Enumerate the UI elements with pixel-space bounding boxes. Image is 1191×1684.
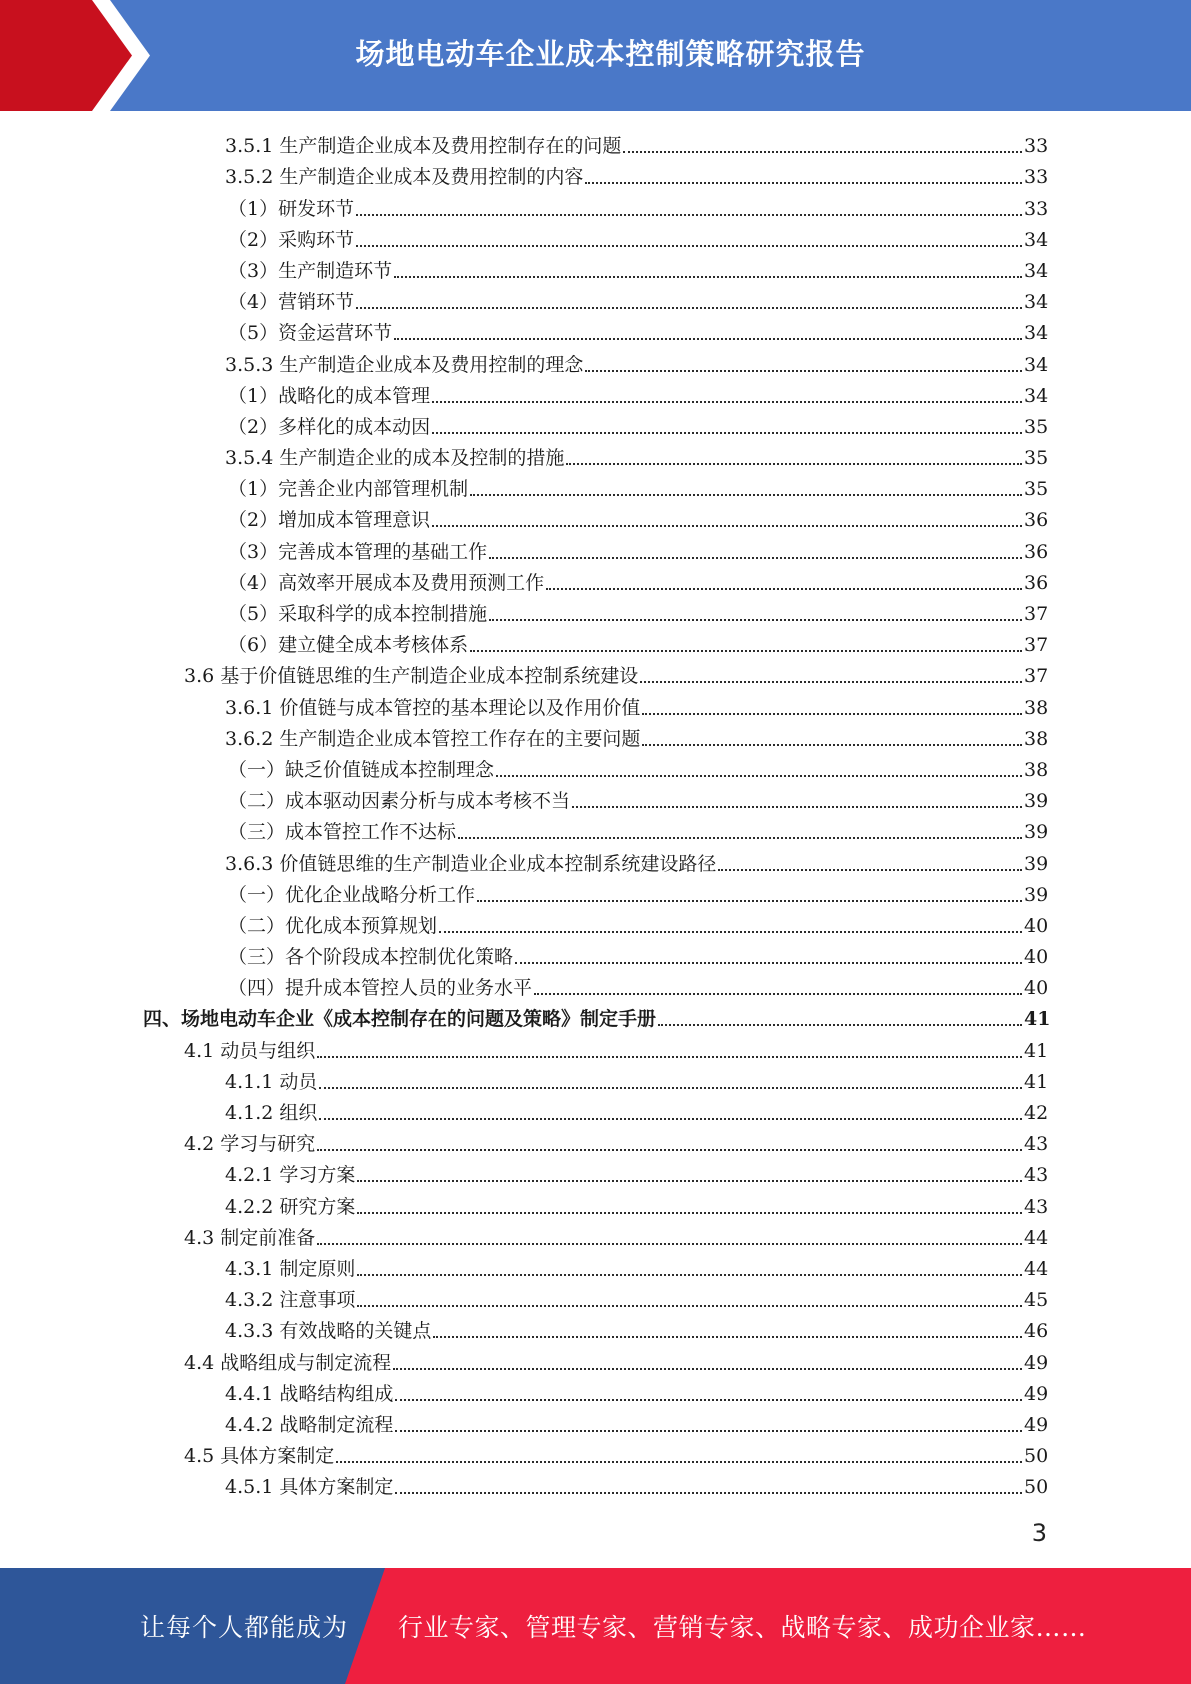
toc-entry[interactable] [0,876,1191,907]
toc-entry-label: （1）完善企业内部管理机制 [228,478,469,501]
toc-entry-label: （三）成本管控工作不达标 [228,821,457,844]
toc-entry-label: 4.4.2 战略制定流程 [225,1413,394,1436]
toc-entry-page: 36 [1024,571,1049,594]
toc-entry[interactable] [0,938,1191,969]
toc-entry-label: （6）建立健全成本考核体系 [228,634,469,657]
toc-entry-page: 39 [1024,790,1049,813]
toc-entry[interactable] [0,345,1191,376]
toc-dot-leader [357,1212,1022,1214]
toc-entry[interactable] [0,283,1191,314]
toc-dot-leader [394,338,1022,340]
toc-entry-page: 44 [1024,1257,1049,1280]
toc-entry[interactable] [0,1406,1191,1437]
toc-entry-label: 3.5.3 生产制造企业成本及费用控制的理念 [225,353,584,376]
toc-entry-label: 4.3 制定前准备 [184,1226,316,1249]
toc-entry-page: 33 [1024,197,1049,220]
toc-dot-leader [395,1399,1022,1401]
toc-dot-leader [356,245,1022,247]
toc-dot-leader [496,775,1022,777]
toc-entry-label: （1）研发环节 [228,197,355,220]
toc-entry-label: （1）战略化的成本管理 [228,384,431,407]
toc-entry[interactable] [0,1312,1191,1343]
toc-entry[interactable] [0,1063,1191,1094]
toc-entry-label: 3.6.1 价值链与成本管控的基本理论以及作用价值 [225,696,641,719]
toc-entry[interactable] [0,782,1191,813]
toc-entry-label: 3.6.2 生产制造企业成本管控工作存在的主要问题 [225,727,641,750]
toc-entry-label: （一）缺乏价值链成本控制理念 [228,758,495,781]
toc-entry[interactable] [0,501,1191,532]
toc-entry-label: （5）采取科学的成本控制措施 [228,603,488,625]
toc-dot-leader [433,1336,1022,1338]
toc-entry-label: 4.5 具体方案制定 [184,1445,335,1468]
toc-entry-label: 3.5.1 生产制造企业成本及费用控制存在的问题 [225,135,622,158]
toc-entry[interactable] [0,1219,1191,1250]
footer-slogan-right: 行业专家、管理专家、营销专家、战略专家、成功企业家…… [398,1613,1087,1642]
toc-dot-leader [319,1118,1022,1120]
toc-entry-page: 49 [1024,1413,1049,1436]
toc-entry-label: 4.1.2 组织 [225,1102,318,1124]
toc-dot-leader [393,1368,1022,1370]
toc-entry-label: （一）优化企业战略分析工作 [228,883,476,906]
toc-entry-page: 38 [1024,758,1049,781]
toc-entry-page: 41 [1024,1008,1051,1031]
toc-entry-page: 34 [1024,353,1049,376]
toc-entry[interactable] [0,1250,1191,1281]
toc-entry-label: （3）生产制造环节 [228,259,393,282]
toc-entry[interactable] [0,127,1191,158]
toc-entry-page: 33 [1024,135,1049,158]
toc-entry[interactable] [0,252,1191,283]
toc-entry[interactable] [0,1000,1191,1031]
toc-entry[interactable] [0,439,1191,470]
toc-entry-page: 36 [1024,540,1049,563]
toc-dot-leader [470,494,1022,496]
toc-entry-page: 40 [1024,914,1049,937]
toc-entry-page: 33 [1024,166,1049,189]
toc-dot-leader [356,214,1022,216]
page-number: 3 [1031,1519,1047,1547]
toc-entry-label: （5）资金运营环节 [228,322,393,345]
toc-entry-page: 43 [1024,1195,1049,1218]
toc-entry-page: 35 [1024,447,1049,470]
toc-entry-label: （四）提升成本管控人员的业务水平 [228,977,533,1000]
toc-entry[interactable] [0,221,1191,252]
toc-entry-page: 43 [1024,1133,1049,1156]
toc-entry-label: （二）成本驱动因素分析与成本考核不当 [228,790,571,813]
footer-slogan-left: 让每个人都能成为 [140,1613,349,1642]
toc-dot-leader [572,806,1022,808]
toc-entry[interactable] [0,564,1191,595]
toc-entry-label: （三）各个阶段成本控制优化策略 [228,946,514,969]
toc-dot-leader [642,744,1022,746]
toc-entry[interactable] [0,1281,1191,1312]
toc-dot-leader [534,993,1022,995]
toc-entry-label: 3.6.3 价值链思维的生产制造业企业成本控制系统建设路径 [225,852,717,875]
toc-dot-leader [356,307,1022,309]
toc-entry-page: 46 [1024,1320,1049,1343]
toc-entry[interactable] [0,532,1191,563]
toc-entry-page: 49 [1024,1351,1049,1374]
toc-entry-label: 4.2.2 研究方案 [225,1195,356,1218]
toc-dot-leader [489,557,1022,559]
toc-dot-leader [640,681,1022,683]
toc-entry-label: 4.3.3 有效战略的关键点 [225,1320,432,1343]
page-footer [0,1568,1191,1684]
toc-entry-label: 3.5.4 生产制造企业的成本及控制的措施 [225,447,565,470]
toc-entry-label: 4.2 学习与研究 [184,1133,316,1156]
toc-entry-page: 38 [1024,696,1049,719]
toc-dot-leader [515,962,1022,964]
toc-entry-page: 39 [1024,883,1049,906]
toc-entry-page: 37 [1024,634,1049,657]
toc-entry-label: 四、场地电动车企业《成本控制存在的问题及策略》制定手册 [143,1008,657,1031]
toc-dot-leader [317,1056,1022,1058]
toc-entry-page: 37 [1024,603,1049,625]
toc-entry-page: 34 [1024,384,1049,407]
toc-entry[interactable] [0,844,1191,875]
toc-entry-label: 4.1.1 动员 [225,1070,318,1093]
toc-entry[interactable] [0,470,1191,501]
toc-entry-page: 40 [1024,946,1049,969]
toc-entry-page: 49 [1024,1382,1049,1405]
toc-entry-label: （2）多样化的成本动因 [228,415,431,438]
toc-entry[interactable] [0,1375,1191,1406]
toc-entry-page: 35 [1024,478,1049,501]
toc-dot-leader [336,1461,1022,1463]
toc-entry[interactable] [0,907,1191,938]
toc-entry[interactable] [0,1187,1191,1218]
toc-entry-label: （2）增加成本管理意识 [228,509,431,532]
toc-dot-leader [585,182,1022,184]
toc-entry[interactable] [0,1437,1191,1468]
toc-entry-page: 36 [1024,509,1049,532]
toc-entry[interactable] [0,1125,1191,1156]
toc-entry-label: 4.4 战略组成与制定流程 [184,1351,392,1374]
toc-entry-page: 45 [1024,1289,1049,1312]
toc-dot-leader [319,1087,1022,1089]
toc-entry[interactable] [0,408,1191,439]
toc-dot-leader [432,525,1022,527]
toc-dot-leader [394,276,1022,278]
toc-dot-leader [623,151,1022,153]
toc-entry[interactable] [0,813,1191,844]
toc-entry-label: （4）高效率开展成本及费用预测工作 [228,571,545,594]
toc-entry-page: 41 [1024,1070,1049,1093]
toc-dot-leader [546,588,1022,590]
toc-entry-label: 4.4.1 战略结构组成 [225,1382,394,1405]
toc-entry-label: 3.6 基于价值链思维的生产制造企业成本控制系统建设 [184,665,639,688]
toc-entry-page: 34 [1024,228,1049,251]
toc-entry-label: 3.5.2 生产制造企业成本及费用控制的内容 [225,166,584,189]
toc-dot-leader [357,1180,1022,1182]
toc-entry-page: 44 [1024,1226,1049,1249]
toc-entry[interactable] [0,657,1191,688]
toc-entry-label: 4.5.1 具体方案制定 [225,1476,394,1499]
toc-dot-leader [585,370,1022,372]
toc-dot-leader [489,619,1022,621]
toc-entry[interactable] [0,1094,1191,1125]
toc-entry[interactable] [0,1031,1191,1062]
toc-dot-leader [470,650,1022,652]
toc-entry[interactable] [0,595,1191,626]
toc-dot-leader [317,1149,1022,1151]
toc-dot-leader [432,401,1022,403]
toc-entry-page: 43 [1024,1164,1049,1187]
toc-entry[interactable] [0,377,1191,408]
toc-dot-leader [395,1430,1022,1432]
toc-entry-label: 4.3.2 注意事项 [225,1289,356,1312]
toc-entry-page: 38 [1024,727,1049,750]
toc-entry-page: 35 [1024,415,1049,438]
toc-entry-page: 34 [1024,259,1049,282]
toc-entry-label: （4）营销环节 [228,291,355,314]
toc-entry-label: 4.3.1 制定原则 [225,1257,356,1280]
toc-entry[interactable] [0,314,1191,345]
toc-entry-page: 50 [1024,1476,1049,1499]
toc-entry-label: （3）完善成本管理的基础工作 [228,540,488,563]
toc-entry[interactable] [0,688,1191,719]
toc-dot-leader [477,900,1022,902]
toc-entry-label: 4.2.1 学习方案 [225,1164,356,1187]
toc-dot-leader [439,931,1022,933]
toc-entry[interactable] [0,751,1191,782]
toc-entry-page: 34 [1024,291,1049,314]
toc-dot-leader [566,463,1022,465]
toc-dot-leader [432,432,1022,434]
toc-entry-page: 34 [1024,322,1049,345]
toc-entry[interactable] [0,1156,1191,1187]
toc-dot-leader [658,1024,1022,1026]
toc-entry-page: 39 [1024,852,1049,875]
document-title: 场地电动车企业成本控制策略研究报告 [355,37,866,71]
page-header [0,0,1191,111]
toc-dot-leader [458,837,1022,839]
toc-entry-label: （二）优化成本预算规划 [228,914,438,937]
toc-entry[interactable] [0,969,1191,1000]
toc-entry[interactable] [0,158,1191,189]
toc-dot-leader [395,1492,1022,1494]
toc-entry[interactable] [0,1468,1191,1499]
toc-dot-leader [357,1305,1022,1307]
toc-entry-page: 42 [1024,1102,1049,1124]
toc-entry-page: 50 [1024,1445,1049,1468]
toc-entry[interactable] [0,1343,1191,1374]
toc-entry-page: 37 [1024,665,1049,688]
toc-entry[interactable] [0,720,1191,751]
toc-entry-label: 4.1 动员与组织 [184,1039,316,1062]
toc-dot-leader [317,1243,1022,1245]
toc-entry-page: 39 [1024,821,1049,844]
toc-entry[interactable] [0,189,1191,220]
toc-entry[interactable] [0,626,1191,657]
toc-entry-page: 40 [1024,977,1049,1000]
toc-dot-leader [642,713,1022,715]
table-of-contents [0,127,1191,1499]
toc-entry-page: 41 [1024,1039,1049,1062]
toc-entry-label: （2）采购环节 [228,228,355,251]
toc-dot-leader [718,869,1022,871]
toc-dot-leader [357,1274,1022,1276]
